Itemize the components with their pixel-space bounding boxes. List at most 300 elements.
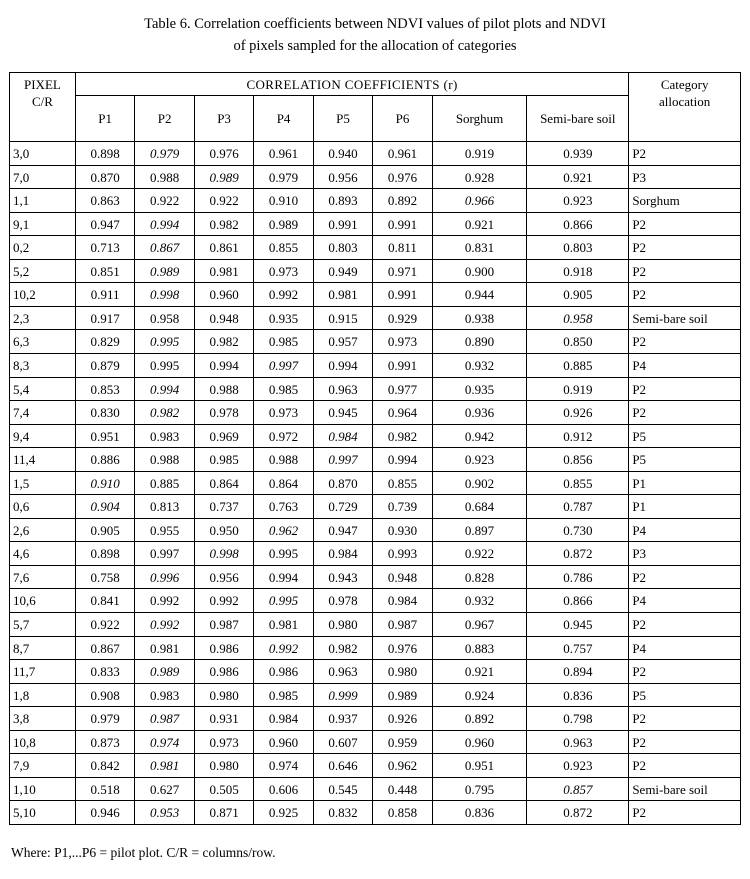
correlation-value: 0.950 [194,518,253,542]
correlation-value-max: 0.996 [135,565,194,589]
correlation-value: 0.956 [313,165,372,189]
category-allocation-cell: Sorghum [629,189,741,213]
correlation-value: 0.627 [135,777,194,801]
table-row [10,283,741,307]
group-header-row [10,72,741,96]
pixel-cr-cell: 3,8 [10,707,76,731]
correlation-value: 0.964 [373,401,432,425]
correlation-value: 0.976 [373,165,432,189]
correlation-value-max: 0.989 [194,165,253,189]
group-header: CORRELATION COEFFICIENTS (r) [75,72,628,96]
category-allocation-cell: P2 [629,283,741,307]
correlation-value: 0.973 [254,259,313,283]
category-allocation-cell: P2 [629,707,741,731]
correlation-value: 0.925 [254,801,313,825]
correlation-value-max: 0.989 [135,259,194,283]
table-row [10,801,741,825]
correlation-value: 0.982 [373,424,432,448]
table-row [10,471,741,495]
pixel-cr-cell: 5,10 [10,801,76,825]
correlation-value: 0.922 [432,542,527,566]
correlation-value: 0.866 [527,212,629,236]
correlation-value: 0.948 [194,306,253,330]
table-row [10,165,741,189]
pixel-cr-cell: 2,3 [10,306,76,330]
correlation-value: 0.786 [527,565,629,589]
correlation-value: 0.986 [194,660,253,684]
correlation-value: 0.855 [527,471,629,495]
correlation-value-max: 0.994 [135,377,194,401]
correlation-value: 0.924 [432,683,527,707]
correlation-value: 0.926 [527,401,629,425]
correlation-value: 0.864 [254,471,313,495]
correlation-value: 0.928 [432,165,527,189]
category-allocation-cell: P2 [629,565,741,589]
correlation-value: 0.923 [527,189,629,213]
correlation-value: 0.851 [75,259,134,283]
correlation-value: 0.983 [135,683,194,707]
correlation-value: 0.973 [194,730,253,754]
category-allocation-cell: P4 [629,636,741,660]
category-allocation-cell: P3 [629,165,741,189]
correlation-value-max: 0.992 [135,612,194,636]
table-row [10,142,741,166]
correlation-value: 0.922 [194,189,253,213]
correlation-value: 0.987 [373,612,432,636]
table-row [10,353,741,377]
correlation-value: 0.938 [432,306,527,330]
correlation-value: 0.936 [432,401,527,425]
correlation-value: 0.897 [432,518,527,542]
correlation-value: 0.911 [75,283,134,307]
pixel-cr-cell: 0,2 [10,236,76,260]
correlation-value: 0.955 [135,518,194,542]
table-row [10,707,741,731]
correlation-value: 0.991 [313,212,372,236]
correlation-value: 0.961 [254,142,313,166]
correlation-value: 0.967 [432,612,527,636]
correlation-value: 0.940 [313,142,372,166]
correlation-value: 0.856 [527,448,629,472]
correlation-value: 0.606 [254,777,313,801]
correlation-value: 0.942 [432,424,527,448]
correlation-value: 0.448 [373,777,432,801]
correlation-value: 0.957 [313,330,372,354]
correlation-value: 0.894 [527,660,629,684]
table-row [10,330,741,354]
column-header-p3: P3 [194,96,253,142]
table-row [10,306,741,330]
correlation-value: 0.980 [373,660,432,684]
correlation-value-max: 0.962 [254,518,313,542]
correlation-value: 0.995 [135,353,194,377]
pixel-cr-cell: 9,1 [10,212,76,236]
correlation-value: 0.607 [313,730,372,754]
correlation-value: 0.979 [254,165,313,189]
correlation-value: 0.879 [75,353,134,377]
table-row [10,401,741,425]
correlation-value: 0.994 [373,448,432,472]
correlation-value: 0.832 [313,801,372,825]
category-allocation-cell: P2 [629,612,741,636]
correlation-value: 0.864 [194,471,253,495]
correlation-value: 0.758 [75,565,134,589]
correlation-value: 0.898 [75,542,134,566]
table-row [10,236,741,260]
correlation-value: 0.905 [527,283,629,307]
pixel-cr-cell: 0,6 [10,495,76,519]
correlation-value: 0.994 [254,565,313,589]
correlation-value: 0.980 [194,754,253,778]
correlation-value: 0.922 [135,189,194,213]
pixel-cr-cell: 6,3 [10,330,76,354]
table-row [10,660,741,684]
table-row [10,377,741,401]
correlation-value: 0.985 [254,683,313,707]
correlation-value: 0.943 [313,565,372,589]
correlation-value: 0.935 [432,377,527,401]
correlation-value: 0.883 [432,636,527,660]
correlation-value: 0.867 [75,636,134,660]
pixel-cr-cell: 11,4 [10,448,76,472]
correlation-value-max: 0.958 [527,306,629,330]
correlation-value: 0.730 [527,518,629,542]
correlation-value: 0.803 [313,236,372,260]
correlation-value: 0.931 [194,707,253,731]
correlation-value: 0.905 [75,518,134,542]
correlation-value: 0.795 [432,777,527,801]
category-allocation-cell: P2 [629,801,741,825]
correlation-value: 0.918 [527,259,629,283]
pixel-cr-cell: 10,6 [10,589,76,613]
correlation-value: 0.982 [194,330,253,354]
correlation-value: 0.915 [313,306,372,330]
table-row [10,777,741,801]
correlation-value: 0.951 [75,424,134,448]
correlation-value: 0.963 [313,377,372,401]
correlation-value: 0.898 [75,142,134,166]
column-header-sorghum: Sorghum [432,96,527,142]
pixel-cr-cell: 9,4 [10,424,76,448]
column-header-p5: P5 [313,96,372,142]
category-allocation-cell: P2 [629,259,741,283]
correlation-value: 0.850 [527,330,629,354]
pixel-cr-cell: 1,5 [10,471,76,495]
correlation-value: 0.912 [527,424,629,448]
correlation-value: 0.978 [313,589,372,613]
correlation-value: 0.956 [194,565,253,589]
correlation-value: 0.910 [254,189,313,213]
correlation-value: 0.886 [75,448,134,472]
correlation-value: 0.836 [432,801,527,825]
correlation-value: 0.981 [313,283,372,307]
category-header-line1: Category [660,76,709,92]
correlation-value: 0.902 [432,471,527,495]
correlation-value: 0.971 [373,259,432,283]
correlation-value: 0.988 [194,377,253,401]
category-allocation-cell: P2 [629,236,741,260]
correlation-value: 0.787 [527,495,629,519]
correlation-value: 0.981 [194,259,253,283]
correlation-value: 0.984 [373,589,432,613]
correlation-value: 0.981 [135,636,194,660]
correlation-value: 0.737 [194,495,253,519]
correlation-value: 0.960 [254,730,313,754]
correlation-value: 0.945 [313,401,372,425]
correlation-value: 0.982 [194,212,253,236]
correlation-value: 0.929 [373,306,432,330]
correlation-value: 0.870 [75,165,134,189]
correlation-value: 0.976 [373,636,432,660]
pixel-cr-cell: 4,6 [10,542,76,566]
correlation-value: 0.908 [75,683,134,707]
correlation-value: 0.684 [432,495,527,519]
pixel-header-line1: PIXEL [24,76,61,92]
pixel-cr-cell: 1,10 [10,777,76,801]
correlation-value: 0.763 [254,495,313,519]
table-row [10,495,741,519]
correlation-value-max: 0.981 [135,754,194,778]
correlation-value: 0.926 [373,707,432,731]
category-allocation-cell: P3 [629,542,741,566]
pixel-cr-cell: 2,6 [10,518,76,542]
correlation-value: 0.853 [75,377,134,401]
category-allocation-cell: Semi-bare soil [629,306,741,330]
correlation-value-max: 0.997 [254,353,313,377]
category-allocation-cell: P2 [629,401,741,425]
column-header-p1: P1 [75,96,134,142]
table-row [10,589,741,613]
correlation-value-max: 0.910 [75,471,134,495]
table-row [10,448,741,472]
correlation-value: 0.871 [194,801,253,825]
correlation-value: 0.985 [254,377,313,401]
correlation-value: 0.959 [373,730,432,754]
column-header-p6: P6 [373,96,432,142]
correlation-value: 0.985 [194,448,253,472]
table-row [10,565,741,589]
correlation-value: 0.974 [254,754,313,778]
correlation-value: 0.989 [254,212,313,236]
correlation-value: 0.960 [432,730,527,754]
pixel-cr-cell: 7,6 [10,565,76,589]
correlation-value: 0.977 [373,377,432,401]
correlation-value: 0.872 [527,801,629,825]
category-allocation-cell: P5 [629,424,741,448]
correlation-value: 0.917 [75,306,134,330]
correlation-value: 0.833 [75,660,134,684]
pixel-cr-cell: 8,3 [10,353,76,377]
correlation-value: 0.951 [432,754,527,778]
correlation-value: 0.892 [373,189,432,213]
correlation-table [9,72,741,825]
correlation-value: 0.893 [313,189,372,213]
category-header-line2: allocation [659,94,711,110]
correlation-value: 0.979 [75,707,134,731]
correlation-value: 0.828 [432,565,527,589]
correlation-value: 0.980 [313,612,372,636]
footnote: Where: P1,...P6 = pilot plot. C/R = columns/row. [11,844,276,860]
category-header [629,72,741,142]
correlation-value: 0.646 [313,754,372,778]
category-allocation-cell: P2 [629,377,741,401]
correlation-value: 0.981 [254,612,313,636]
correlation-value: 0.986 [194,636,253,660]
correlation-value-max: 0.989 [135,660,194,684]
pixel-cr-cell: 5,4 [10,377,76,401]
correlation-value: 0.972 [254,424,313,448]
table-row [10,683,741,707]
correlation-value: 0.983 [135,424,194,448]
table-row [10,518,741,542]
correlation-value: 0.994 [194,353,253,377]
correlation-value: 0.900 [432,259,527,283]
correlation-value-max: 0.966 [432,189,527,213]
category-allocation-cell: P1 [629,471,741,495]
correlation-value: 0.984 [313,542,372,566]
correlation-value: 0.991 [373,283,432,307]
category-allocation-cell: P2 [629,212,741,236]
correlation-value: 0.739 [373,495,432,519]
correlation-value: 0.803 [527,236,629,260]
correlation-value: 0.885 [135,471,194,495]
pixel-cr-cell: 5,2 [10,259,76,283]
correlation-value: 0.855 [254,236,313,260]
category-allocation-cell: P5 [629,683,741,707]
table-row [10,189,741,213]
correlation-value: 0.991 [373,212,432,236]
correlation-value: 0.963 [527,730,629,754]
correlation-value: 0.986 [254,660,313,684]
correlation-value: 0.811 [373,236,432,260]
category-allocation-cell: P2 [629,730,741,754]
pixel-cr-header [10,72,76,142]
category-allocation-cell: P1 [629,495,741,519]
correlation-value: 0.858 [373,801,432,825]
table-title-line1: Table 6. Correlation coefficients between NDVI values of pilot plots and NDVI [144,16,606,32]
category-allocation-cell: P4 [629,589,741,613]
correlation-value: 0.988 [254,448,313,472]
correlation-value-max: 0.987 [135,707,194,731]
correlation-value: 0.988 [135,448,194,472]
pixel-cr-cell: 7,9 [10,754,76,778]
correlation-value: 0.993 [373,542,432,566]
correlation-value: 0.961 [373,142,432,166]
correlation-value: 0.863 [75,189,134,213]
table-body [10,142,741,825]
correlation-value: 0.870 [313,471,372,495]
correlation-value: 0.980 [194,683,253,707]
correlation-value: 0.985 [254,330,313,354]
correlation-value: 0.921 [527,165,629,189]
correlation-value: 0.969 [194,424,253,448]
category-allocation-cell: Semi-bare soil [629,777,741,801]
correlation-value: 0.995 [254,542,313,566]
correlation-value-max: 0.867 [135,236,194,260]
correlation-value: 0.973 [373,330,432,354]
correlation-value: 0.885 [527,353,629,377]
table-row [10,636,741,660]
correlation-value: 0.890 [432,330,527,354]
pixel-cr-cell: 1,1 [10,189,76,213]
correlation-value-max: 0.998 [194,542,253,566]
correlation-value-max: 0.984 [313,424,372,448]
correlation-value-max: 0.999 [313,683,372,707]
correlation-value: 0.872 [527,542,629,566]
pixel-cr-cell: 5,7 [10,612,76,636]
correlation-value: 0.932 [432,353,527,377]
correlation-value: 0.992 [194,589,253,613]
correlation-value-max: 0.998 [135,283,194,307]
pixel-cr-cell: 1,8 [10,683,76,707]
correlation-value: 0.947 [75,212,134,236]
correlation-value: 0.947 [313,518,372,542]
correlation-value-max: 0.982 [135,401,194,425]
correlation-value: 0.892 [432,707,527,731]
column-header-p2: P2 [135,96,194,142]
table-header [10,72,741,142]
table-row [10,542,741,566]
correlation-value: 0.813 [135,495,194,519]
pixel-cr-cell: 8,7 [10,636,76,660]
correlation-value: 0.944 [432,283,527,307]
table-row [10,259,741,283]
correlation-value: 0.994 [313,353,372,377]
correlation-value: 0.982 [313,636,372,660]
correlation-value: 0.932 [432,589,527,613]
correlation-value: 0.973 [254,401,313,425]
pixel-header-line2: C/R [31,94,53,110]
table-row [10,754,741,778]
correlation-value-max: 0.995 [254,589,313,613]
correlation-value: 0.921 [432,212,527,236]
correlation-value: 0.505 [194,777,253,801]
correlation-value: 0.958 [135,306,194,330]
correlation-value: 0.949 [313,259,372,283]
correlation-value-max: 0.857 [527,777,629,801]
correlation-value: 0.518 [75,777,134,801]
correlation-value: 0.937 [313,707,372,731]
correlation-value: 0.919 [527,377,629,401]
correlation-value: 0.962 [373,754,432,778]
correlation-value: 0.935 [254,306,313,330]
pixel-cr-cell: 7,4 [10,401,76,425]
correlation-value-max: 0.979 [135,142,194,166]
correlation-value: 0.992 [254,283,313,307]
correlation-value: 0.873 [75,730,134,754]
correlation-value: 0.923 [432,448,527,472]
table-row [10,612,741,636]
correlation-value: 0.988 [135,165,194,189]
correlation-value: 0.948 [373,565,432,589]
table-row [10,424,741,448]
correlation-value: 0.855 [373,471,432,495]
correlation-value: 0.978 [194,401,253,425]
correlation-value-max: 0.995 [135,330,194,354]
correlation-value: 0.798 [527,707,629,731]
correlation-value: 0.960 [194,283,253,307]
correlation-value: 0.757 [527,636,629,660]
correlation-value: 0.829 [75,330,134,354]
correlation-value: 0.861 [194,236,253,260]
correlation-value-max: 0.997 [313,448,372,472]
correlation-value: 0.963 [313,660,372,684]
pixel-cr-cell: 10,8 [10,730,76,754]
correlation-value: 0.921 [432,660,527,684]
pixel-cr-cell: 10,2 [10,283,76,307]
pixel-cr-cell: 7,0 [10,165,76,189]
correlation-value-max: 0.904 [75,495,134,519]
